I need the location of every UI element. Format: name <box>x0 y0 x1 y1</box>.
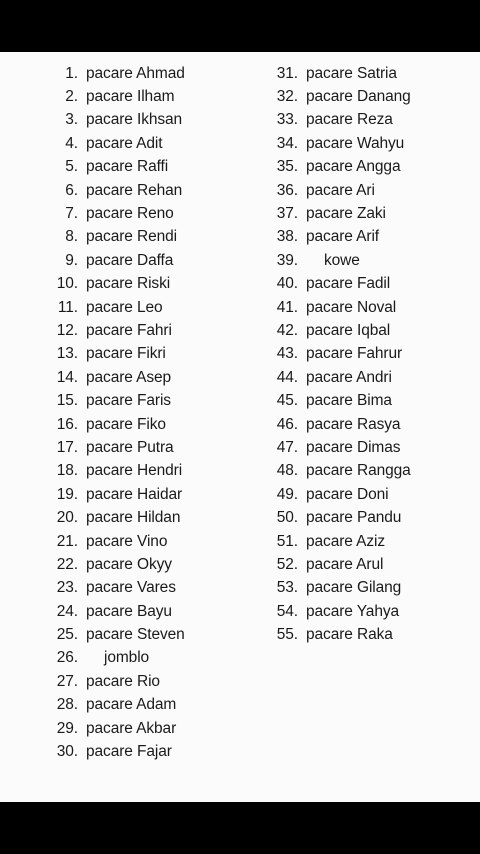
list-item <box>48 319 185 342</box>
right-column <box>268 62 411 647</box>
item-text: pacare Steven <box>86 626 185 644</box>
list-item <box>48 366 185 389</box>
item-number: 46. <box>276 415 298 433</box>
item-number: 48. <box>276 462 298 480</box>
item-number: 49. <box>276 485 298 503</box>
list-item <box>268 366 411 389</box>
item-text: pacare Ari <box>306 181 375 199</box>
item-text: pacare Rasya <box>306 415 401 433</box>
item-text: pacare Rehan <box>86 181 183 199</box>
item-number: 6. <box>65 181 78 199</box>
item-text: pacare Raffi <box>86 158 169 176</box>
item-text: kowe <box>324 251 360 269</box>
list-item <box>48 413 185 436</box>
item-number: 15. <box>56 392 78 410</box>
item-text: pacare Angga <box>306 158 401 176</box>
item-number: 19. <box>56 485 78 503</box>
item-number: 16. <box>56 415 78 433</box>
list-item <box>48 694 185 717</box>
item-number: 9. <box>65 251 78 269</box>
list-item <box>268 273 411 296</box>
list-item <box>268 179 411 202</box>
item-number: 7. <box>65 205 78 223</box>
item-text: pacare Ahmad <box>86 64 185 82</box>
item-number: 53. <box>276 579 298 597</box>
item-text: pacare Fahri <box>86 321 172 339</box>
list-item <box>48 156 185 179</box>
item-text: pacare Wahyu <box>306 134 405 152</box>
item-text: jomblo <box>104 649 150 667</box>
item-text: pacare Zaki <box>306 205 386 223</box>
item-text: pacare Aziz <box>306 532 386 550</box>
item-number: 50. <box>276 509 298 527</box>
list-item <box>48 85 185 108</box>
item-number: 36. <box>276 181 298 199</box>
item-text: pacare Yahya <box>306 602 400 620</box>
item-text: pacare Bayu <box>86 602 172 620</box>
list-item <box>268 85 411 108</box>
item-text: pacare Adit <box>86 134 163 152</box>
item-number: 43. <box>276 345 298 363</box>
list-item <box>268 319 411 342</box>
item-number: 20. <box>56 509 78 527</box>
item-number: 27. <box>56 672 78 690</box>
item-number: 47. <box>276 438 298 456</box>
list-item <box>48 273 185 296</box>
item-text: pacare Andri <box>306 368 392 386</box>
item-number: 10. <box>56 275 78 293</box>
item-text: pacare Fajar <box>86 743 172 761</box>
list-item <box>48 506 185 529</box>
list-item <box>268 600 411 623</box>
item-number: 17. <box>56 438 78 456</box>
item-number: 37. <box>276 205 298 223</box>
item-number: 31. <box>276 64 298 82</box>
item-number: 39. <box>276 251 298 269</box>
item-number: 25. <box>56 626 78 644</box>
list-item <box>268 483 411 506</box>
item-number: 12. <box>56 321 78 339</box>
item-text: pacare Rio <box>86 672 160 690</box>
item-text: pacare Danang <box>306 88 411 106</box>
list-item <box>268 249 411 272</box>
item-text: pacare Leo <box>86 298 163 316</box>
item-number: 4. <box>65 134 78 152</box>
list-item <box>48 623 185 646</box>
item-number: 26. <box>56 649 78 667</box>
item-text: pacare Reno <box>86 205 174 223</box>
list-item <box>48 179 185 202</box>
list-item <box>268 156 411 179</box>
list-item <box>268 413 411 436</box>
item-number: 21. <box>56 532 78 550</box>
list-item <box>268 460 411 483</box>
item-number: 55. <box>276 626 298 644</box>
item-text: pacare Adam <box>86 696 177 714</box>
item-number: 35. <box>276 158 298 176</box>
list-item <box>268 132 411 155</box>
list-item <box>48 483 185 506</box>
item-text: pacare Vares <box>86 579 176 597</box>
item-text: pacare Arul <box>306 555 384 573</box>
item-text: pacare Fiko <box>86 415 166 433</box>
item-text: pacare Okyy <box>86 555 172 573</box>
list-item <box>48 249 185 272</box>
list-item <box>268 389 411 412</box>
list-item <box>268 553 411 576</box>
list-item <box>268 577 411 600</box>
item-text: pacare Daffa <box>86 251 174 269</box>
item-number: 28. <box>56 696 78 714</box>
item-number: 38. <box>276 228 298 246</box>
list-item <box>48 436 185 459</box>
item-number: 32. <box>276 88 298 106</box>
item-text: pacare Putra <box>86 438 174 456</box>
item-number: 40. <box>276 275 298 293</box>
list-item <box>48 717 185 740</box>
item-text: pacare Pandu <box>306 509 402 527</box>
item-text: pacare Riski <box>86 275 171 293</box>
list-item <box>268 62 411 85</box>
item-text: pacare Dimas <box>306 438 401 456</box>
item-text: pacare Akbar <box>86 719 177 737</box>
item-text: pacare Rangga <box>306 462 411 480</box>
item-text: pacare Reza <box>306 111 393 129</box>
list-item <box>48 296 185 319</box>
list-item <box>268 623 411 646</box>
list-item <box>48 109 185 132</box>
list-page <box>0 52 480 802</box>
item-text: pacare Fadil <box>306 275 391 293</box>
list-item <box>48 343 185 366</box>
item-text: pacare Doni <box>306 485 389 503</box>
list-item <box>48 647 185 670</box>
item-number: 1. <box>65 64 78 82</box>
list-item <box>268 436 411 459</box>
item-text: pacare Raka <box>306 626 393 644</box>
item-number: 18. <box>56 462 78 480</box>
item-number: 5. <box>65 158 78 176</box>
item-text: pacare Haidar <box>86 485 183 503</box>
item-number: 34. <box>276 134 298 152</box>
item-number: 13. <box>56 345 78 363</box>
item-number: 51. <box>276 532 298 550</box>
list-item <box>48 600 185 623</box>
list-item <box>48 460 185 483</box>
item-text: pacare Arif <box>306 228 379 246</box>
list-item <box>268 343 411 366</box>
list-item <box>48 132 185 155</box>
item-number: 24. <box>56 602 78 620</box>
item-number: 44. <box>276 368 298 386</box>
item-text: pacare Faris <box>86 392 171 410</box>
item-number: 33. <box>276 111 298 129</box>
item-text: pacare Iqbal <box>306 321 391 339</box>
item-text: pacare Hendri <box>86 462 183 480</box>
item-text: pacare Ilham <box>86 88 175 106</box>
item-text: pacare Gilang <box>306 579 402 597</box>
item-number: 30. <box>56 743 78 761</box>
item-text: pacare Rendi <box>86 228 177 246</box>
item-number: 54. <box>276 602 298 620</box>
item-text: pacare Satria <box>306 64 397 82</box>
list-item <box>268 530 411 553</box>
item-text: pacare Fikri <box>86 345 166 363</box>
left-column <box>48 62 185 764</box>
list-item <box>48 202 185 225</box>
list-item <box>268 202 411 225</box>
list-item <box>268 109 411 132</box>
list-item <box>48 389 185 412</box>
item-number: 41. <box>276 298 298 316</box>
item-number: 52. <box>276 555 298 573</box>
item-number: 11. <box>57 298 78 316</box>
item-text: pacare Asep <box>86 368 172 386</box>
item-number: 3. <box>65 111 78 129</box>
list-item <box>268 226 411 249</box>
list-item <box>48 553 185 576</box>
item-number: 45. <box>276 392 298 410</box>
list-item <box>268 506 411 529</box>
item-text: pacare Vino <box>86 532 168 550</box>
item-number: 42. <box>276 321 298 339</box>
list-item <box>48 530 185 553</box>
list-item <box>268 296 411 319</box>
item-number: 29. <box>56 719 78 737</box>
item-number: 23. <box>56 579 78 597</box>
item-text: pacare Noval <box>306 298 397 316</box>
item-text: pacare Fahrur <box>306 345 403 363</box>
item-text: pacare Hildan <box>86 509 181 527</box>
list-item <box>48 62 185 85</box>
list-item <box>48 740 185 763</box>
item-text: pacare Ikhsan <box>86 111 183 129</box>
item-text: pacare Bima <box>306 392 392 410</box>
item-number: 2. <box>65 88 78 106</box>
list-item <box>48 670 185 693</box>
list-item <box>48 226 185 249</box>
item-number: 8. <box>65 228 78 246</box>
item-number: 22. <box>56 555 78 573</box>
item-number: 14. <box>56 368 78 386</box>
list-item <box>48 577 185 600</box>
